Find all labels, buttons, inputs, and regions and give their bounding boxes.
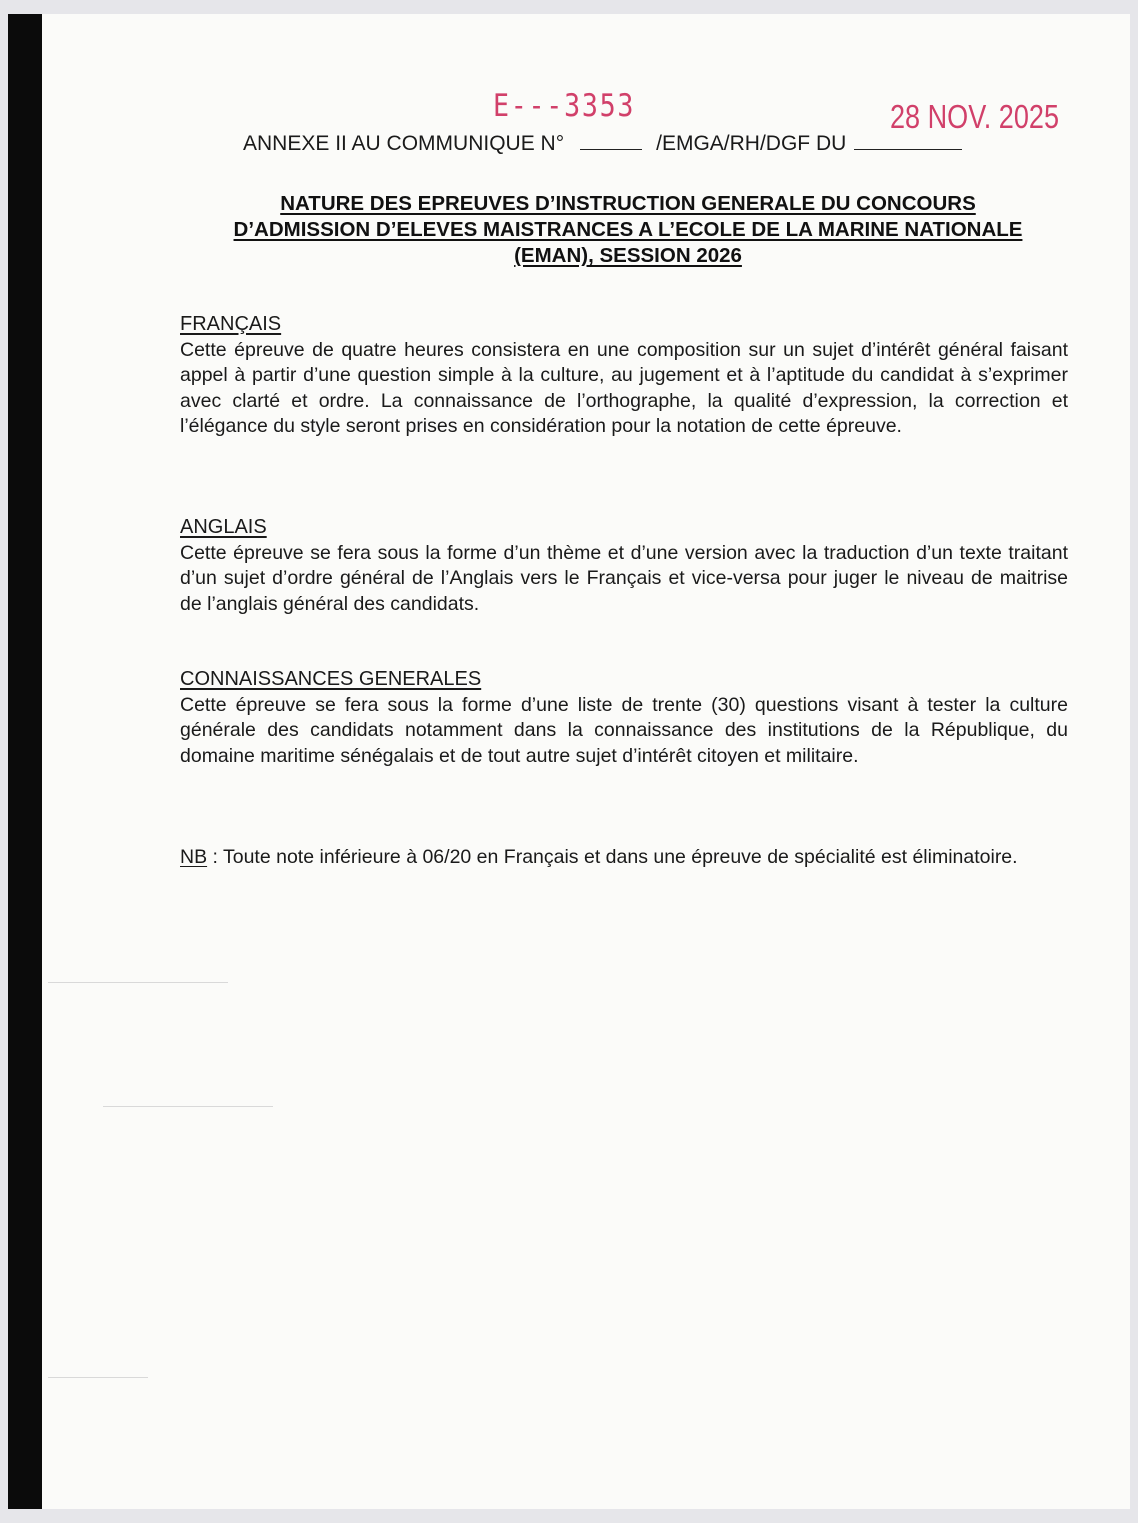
scan-artifact bbox=[48, 982, 228, 983]
scan-binding-edge bbox=[8, 14, 42, 1509]
title-line-1: NATURE DES EPREUVES D’INSTRUCTION GENERALE DU CONCOURS bbox=[280, 192, 976, 215]
registration-number-stamp: E---3353 bbox=[493, 88, 636, 124]
section-francais bbox=[180, 312, 1068, 440]
scan-artifact bbox=[103, 1106, 273, 1107]
title-line-3: (EMAN), SESSION 2026 bbox=[514, 244, 742, 267]
section-body: Cette épreuve se fera sous la forme d’une liste de trente (30) questions visant à tester la culture générale des candidats notamment dans la connaissance des institutions de la République, du domaine maritime sénégalais et de tout autre sujet d’intérêt citoyen et militaire. bbox=[180, 693, 1068, 767]
section-body: Cette épreuve de quatre heures consistera en une composition sur un sujet d’intérêt général faisant appel à partir d’une question simple à la culture, au jugement et à l’aptitude du candidat à s’exprimer avec clarté et ordre. La connaissance de l’orthographe, la qualité d’expression, la correction et l’élégance du style seront prises en considération pour la notation de cette épreuve. bbox=[180, 338, 1068, 437]
note-block bbox=[180, 845, 1068, 871]
document-title bbox=[178, 191, 1078, 269]
reference-prefix: ANNEXE II AU COMMUNIQUE N° bbox=[243, 132, 565, 155]
reference-line bbox=[243, 132, 1063, 156]
section-heading: FRANÇAIS bbox=[180, 313, 282, 335]
section-heading: ANGLAIS bbox=[180, 516, 267, 538]
section-anglais bbox=[180, 515, 1068, 617]
section-body: Cette épreuve se fera sous la forme d’un thème et d’une version avec la traduction d’un texte traitant d’un sujet d’ordre général de l’Anglais vers le Français et vice-versa pour juger le niveau de maitrise de l’anglais général des candidats. bbox=[180, 541, 1068, 615]
note-label: NB bbox=[180, 846, 208, 868]
date-blank bbox=[854, 135, 962, 150]
date-stamp: 28 NOV. 2025 bbox=[890, 98, 1060, 135]
document-page bbox=[8, 14, 1130, 1509]
scan-artifact bbox=[48, 1377, 148, 1378]
reference-middle: /EMGA/RH/DGF DU bbox=[656, 132, 847, 155]
section-heading: CONNAISSANCES GENERALES bbox=[180, 668, 482, 690]
title-line-2: D’ADMISSION D’ELEVES MAISTRANCES A L’ECOLE DE LA MARINE NATIONALE bbox=[233, 218, 1023, 241]
number-blank bbox=[580, 135, 642, 150]
section-connaissances-generales bbox=[180, 667, 1068, 769]
note-text: : Toute note inférieure à 06/20 en Français et dans une épreuve de spécialité est éliminatoire. bbox=[207, 846, 1018, 868]
